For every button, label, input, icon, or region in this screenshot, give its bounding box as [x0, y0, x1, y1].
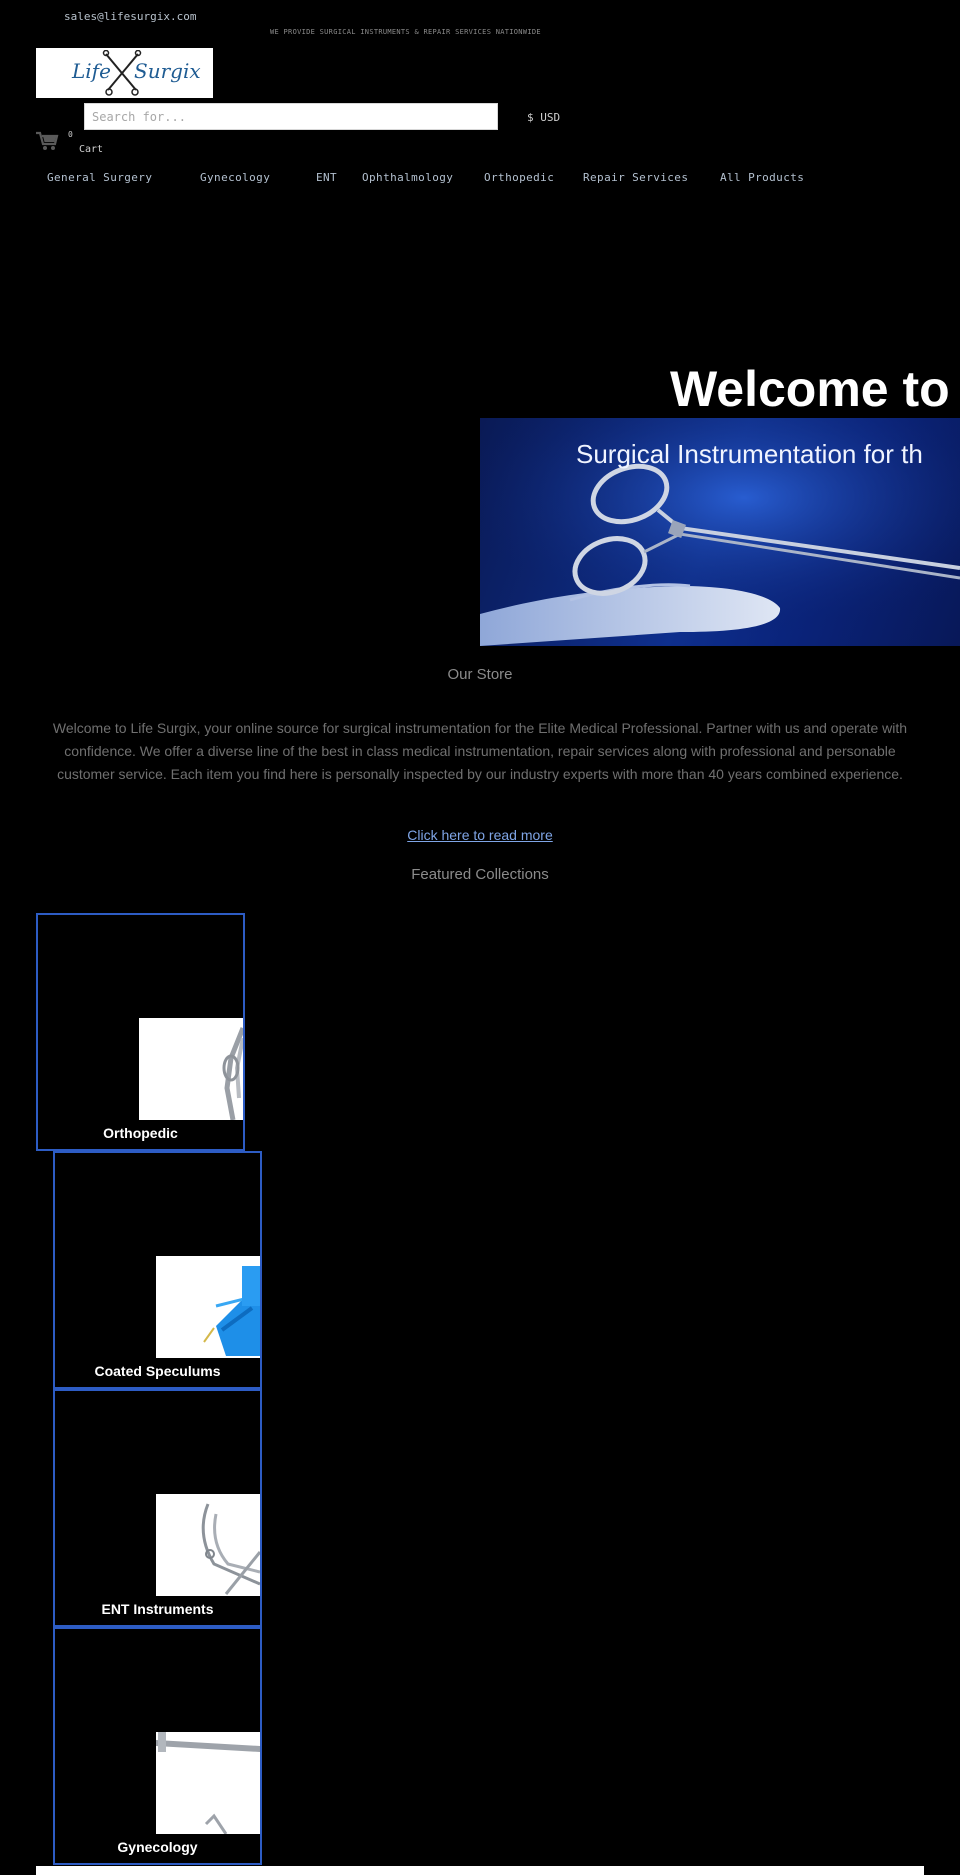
nav-item-ent[interactable]: ENT	[316, 171, 338, 184]
our-store-heading: Our Store	[447, 666, 513, 683]
hero-subtitle: Surgical Instrumentation for th	[576, 439, 923, 469]
cart-count: 0	[68, 130, 73, 139]
header-notice: WE PROVIDE SURGICAL INSTRUMENTS & REPAIR SERVICES NATIONWIDE	[270, 28, 541, 36]
cart-icon[interactable]	[35, 130, 59, 152]
nav-item-all-products[interactable]: All Products	[720, 171, 805, 184]
our-store-text: Welcome to Life Surgix, your online source for surgical instrumentation for the Elite Medical Professional. Partner with us and operate with confidence. We offer a diverse line of the best in class medical instrumentation, repair services along with professional and personable customer service. Each item you find here is personally inspected by our industry experts with more than 40 years combined experience.	[52, 720, 908, 782]
collection-label: ENT Instruments	[101, 1601, 214, 1617]
ent-instrument-image	[156, 1494, 260, 1596]
logo-text-life: Life	[72, 59, 111, 83]
coated-speculum-image	[156, 1256, 260, 1358]
collection-card-coated-speculums[interactable]	[53, 1151, 262, 1389]
nav-item-gynecology[interactable]: Gynecology	[200, 171, 271, 184]
nav-item-general-surgery[interactable]: General Surgery	[47, 171, 153, 184]
collection-card-orthopedic[interactable]	[36, 913, 245, 1151]
hero-title: Welcome to	[670, 361, 950, 417]
search-input[interactable]	[84, 103, 498, 130]
nav-item-repair-services[interactable]: Repair Services	[583, 171, 689, 184]
collection-card-ent-instruments[interactable]	[53, 1389, 262, 1627]
gynecology-instrument-image	[156, 1732, 260, 1834]
collection-label: Gynecology	[117, 1839, 198, 1855]
featured-collections-heading: Featured Collections	[411, 866, 549, 883]
nav-item-orthopedic[interactable]: Orthopedic	[484, 171, 555, 184]
collection-card-gynecology[interactable]	[53, 1627, 262, 1865]
collection-label: Orthopedic	[103, 1125, 178, 1141]
read-more-link[interactable]: Click here to read more	[407, 827, 553, 843]
cart-link[interactable]: Cart	[79, 144, 104, 155]
logo-text-surgix: Surgix	[134, 59, 201, 83]
currency-selector[interactable]: $ USD	[527, 111, 561, 124]
site-logo[interactable]	[36, 48, 213, 98]
nav-item-ophthalmology[interactable]: Ophthalmology	[362, 171, 454, 184]
footer-strip	[36, 1866, 924, 1875]
collection-label: Coated Speculums	[94, 1363, 221, 1379]
orthopedic-instrument-image	[139, 1018, 243, 1120]
header-email[interactable]: sales@lifesurgix.com	[64, 10, 197, 23]
main-nav	[47, 171, 867, 187]
